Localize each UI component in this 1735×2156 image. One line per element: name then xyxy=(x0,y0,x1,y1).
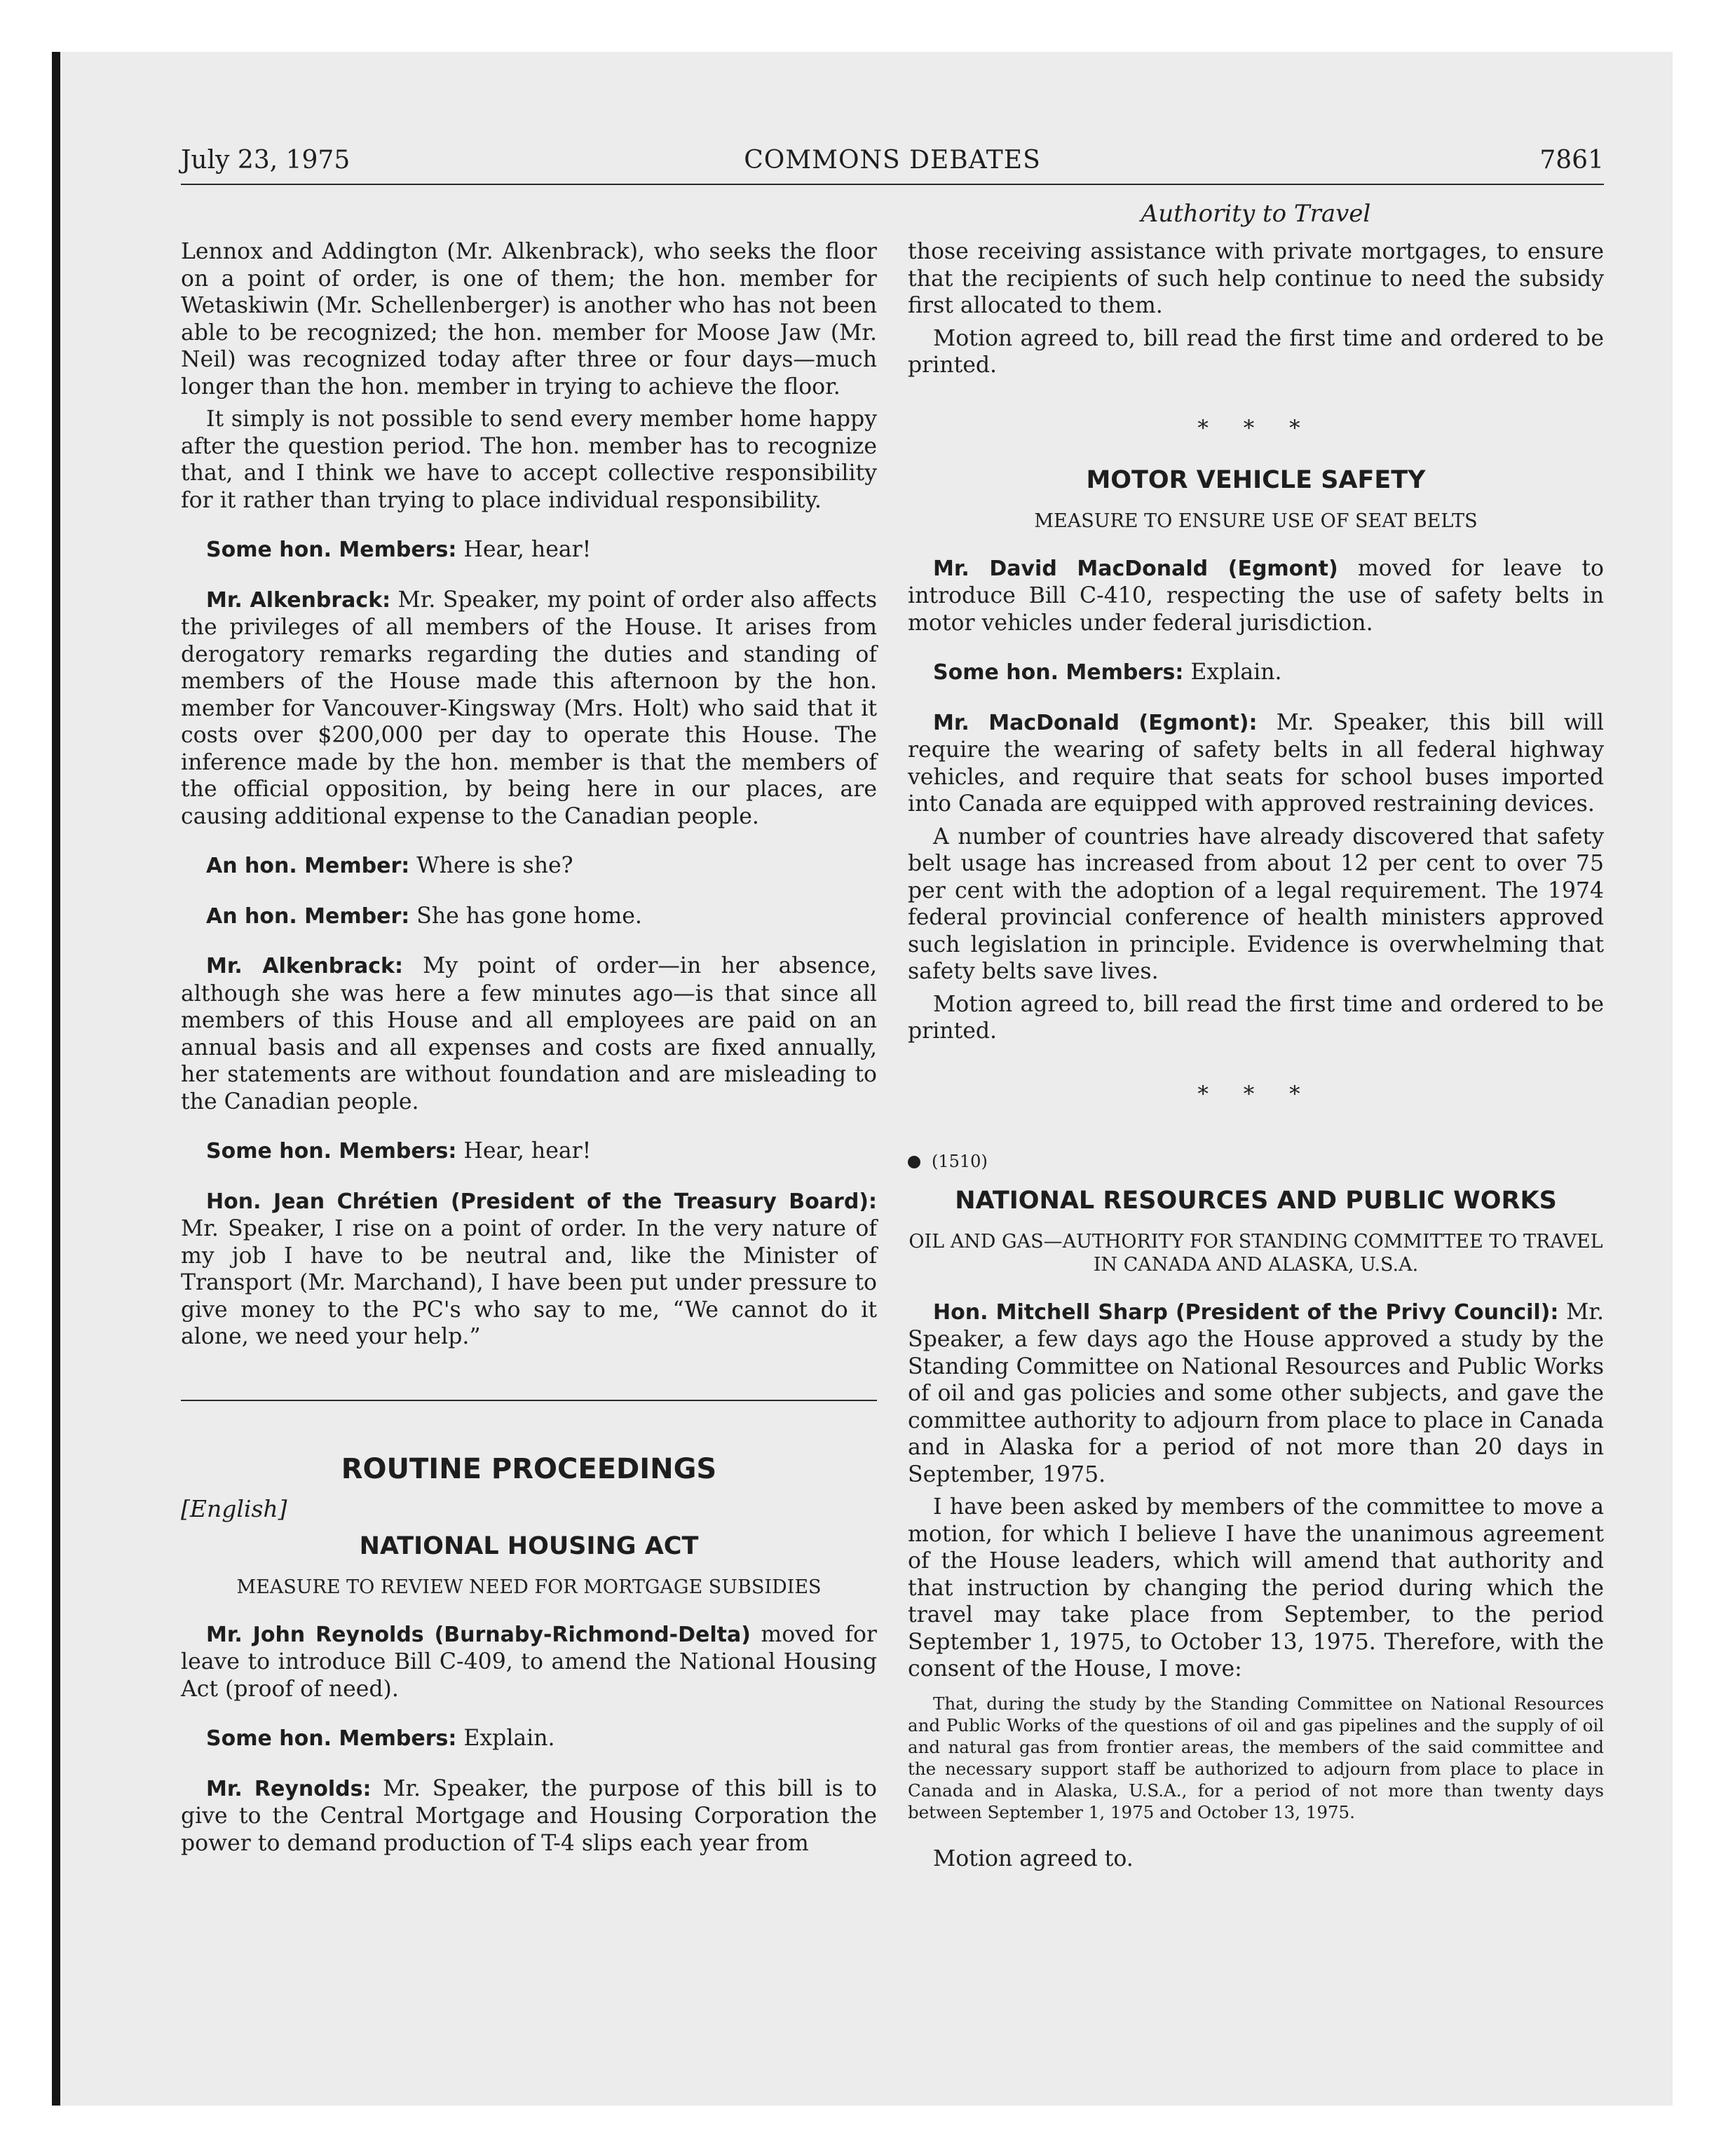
speech-paragraph xyxy=(908,709,1604,818)
paragraph-text: I have been asked by members of the committee to move a motion, for which I believe I have the unanimous agreement of the House leaders, which will amend that authority and that instruction by changing the period during which the travel may take place from September, to the period September 1, 1975, to October 13, 1975. Therefore, with the consent of the House, I move: xyxy=(908,1494,1604,1681)
speaker-name: Some hon. Members: xyxy=(206,1139,457,1164)
paragraph-text: My point of order—in her absence, although she was here a few minutes ago—is that since all members of this House and all employees are paid on an annual basis and all expenses and costs are fixed annually, her statements are without foundation and are misleading to the Canadian people. xyxy=(181,953,877,1114)
text-paragraph xyxy=(181,238,877,400)
page-header xyxy=(181,140,1604,185)
paragraph-text: Motion agreed to. xyxy=(933,1845,1134,1871)
language-marker: [English] xyxy=(181,1494,287,1522)
speaker-name: Mr. John Reynolds (Burnaby-Richmond-Delta) xyxy=(206,1622,751,1647)
speaker-name: Mr. David MacDonald (Egmont) xyxy=(933,556,1338,581)
speaker-name: Some hon. Members: xyxy=(933,660,1184,685)
section-heading: ROUTINE PROCEEDINGS xyxy=(341,1452,717,1485)
header-title: COMMONS DEBATES xyxy=(744,146,1041,175)
topic-heading: NATIONAL RESOURCES AND PUBLIC WORKS xyxy=(955,1186,1557,1215)
text-paragraph xyxy=(181,406,877,514)
paragraph-text: Mr. Speaker, this bill will require the wearing of safety belts in all federal highway vehicles, and require that seats for school buses imported into Canada are equipped with approved restraining devices. xyxy=(908,709,1604,817)
speech-paragraph xyxy=(181,852,877,880)
paragraph-text: Motion agreed to, bill read the first time and ordered to be printed. xyxy=(908,991,1604,1044)
speech-paragraph xyxy=(181,1188,877,1351)
motion-text: That, during the study by the Standing Committee on National Resources and Public Works of the questions of oil and gas pipelines and the supply of oil and natural gas from frontier areas, the members of the said committee and the necessary support staff be authorized to adjourn from place to place in Canada and in Alaska, U.S.A., for a period of not more than twenty days between September 1, 1975 and October 13, 1975. xyxy=(908,1693,1604,1822)
text-paragraph xyxy=(908,1845,1604,1873)
text-paragraph xyxy=(908,991,1604,1045)
paragraph-text: moved for leave to introduce Bill C-410, respecting the use of safety belts in motor vehicles under federal jurisdiction. xyxy=(908,555,1604,636)
scan-edge xyxy=(52,52,60,2106)
speech-paragraph xyxy=(181,1138,877,1166)
speech-paragraph xyxy=(908,659,1604,687)
text-paragraph xyxy=(908,325,1604,379)
topic-heading: MOTOR VEHICLE SAFETY xyxy=(1086,465,1426,494)
text-paragraph xyxy=(908,238,1604,320)
speech-paragraph xyxy=(181,953,877,1115)
paragraph-text: Mr. Speaker, my point of order also affects the privileges of all members of the House. It arises from derogatory remarks regarding the duties and standing of members of the House made this afternoon by the hon. member for Vancouver-Kingsway (Mrs. Holt) who said that it costs over $200,000 per day to operate this House. The inference made by the hon. member is that the members of the official opposition, by being here in our places, are causing additional expense to the Canadian people. xyxy=(181,587,877,829)
paragraph-text: Where is she? xyxy=(416,853,573,878)
paragraph-text: Explain. xyxy=(1190,660,1282,685)
right-column xyxy=(908,238,1604,1872)
paragraph-text: Lennox and Addington (Mr. Alkenbrack), who seeks the floor on a point of order, is one of them; the hon. member for Wetaskiwin (Mr. Schellenberger) is another who has not been able to be recognized; the hon. member for Moose Jaw (Mr. Neil) was recognized today after three or four days—much longer than the hon. member in trying to achieve the floor. xyxy=(181,239,877,400)
paragraph-text: She has gone home. xyxy=(416,903,642,929)
section-divider xyxy=(181,1400,877,1401)
speaker-name: Some hon. Members: xyxy=(206,538,457,562)
section-separator: * * * xyxy=(1197,1081,1314,1107)
paragraph-text: Hear, hear! xyxy=(463,537,592,562)
speech-paragraph xyxy=(181,587,877,831)
speaker-name: Hon. Jean Chrétien (President of the Treasury Board): xyxy=(206,1189,877,1214)
running-head: Authority to Travel xyxy=(1141,200,1371,228)
speech-paragraph xyxy=(181,536,877,564)
paragraph-text: Explain. xyxy=(463,1726,555,1751)
paragraph-text: Mr. Speaker, I rise on a point of order. In the very nature of my job I have to be neutral and, like the Minister of Transport (Mr. Marchand), I have been put under pressure to give money to the PC's who say to me, “We cannot do it alone, we need your help.” xyxy=(181,1216,877,1349)
paragraph-text: Mr. Speaker, the purpose of this bill is to give to the Central Mortgage and Housing Corporation the power to demand production of T-4 slips each year from xyxy=(181,1775,878,1856)
speaker-name: An hon. Member: xyxy=(206,903,410,929)
paragraph-text: It simply is not possible to send every member home happy after the question period. The hon. member has to recognize that, and I think we have to accept collective responsibility for it rather than trying to place individual responsibility. xyxy=(181,407,877,513)
topic-subheading: MEASURE TO ENSURE USE OF SEAT BELTS xyxy=(1034,510,1478,532)
speech-paragraph xyxy=(181,1621,877,1703)
time-code: (1510) xyxy=(932,1151,988,1171)
section-separator: * * * xyxy=(1197,415,1314,441)
paragraph-text: Mr. Speaker, a few days ago the House approved a study by the Standing Committee on National Resources and Public Works of oil and gas policies and some other subjects, and gave the committee authority to adjourn from place to place in Canada and in Alaska for a period of not more than 20 days in September, 1975. xyxy=(908,1299,1604,1487)
speaker-name: Mr. Alkenbrack: xyxy=(206,954,403,978)
speaker-name: Hon. Mitchell Sharp (President of the Privy Council): xyxy=(933,1299,1559,1325)
paragraph-text: moved for leave to introduce Bill C-409, to amend the National Housing Act (proof of need). xyxy=(181,1621,877,1702)
topic-heading: NATIONAL HOUSING ACT xyxy=(359,1531,699,1560)
text-paragraph xyxy=(908,824,1604,985)
speaker-name: Mr. Reynolds: xyxy=(206,1776,372,1801)
speech-paragraph xyxy=(181,1725,877,1753)
left-column xyxy=(181,238,877,1857)
speech-paragraph xyxy=(908,1299,1604,1489)
speech-paragraph xyxy=(181,903,877,931)
paragraph-text: those receiving assistance with private mortgages, to ensure that the recipients of such help continue to need the subsidy first allocated to them. xyxy=(908,239,1604,318)
header-date: July 23, 1975 xyxy=(181,146,351,175)
speaker-name: Mr. Alkenbrack: xyxy=(206,587,391,613)
topic-subheading: MEASURE TO REVIEW NEED FOR MORTGAGE SUBSIDIES xyxy=(236,1576,822,1598)
paragraph-text: Motion agreed to, bill read the first time and ordered to be printed. xyxy=(908,325,1604,378)
speech-paragraph xyxy=(908,555,1604,637)
page-number: 7861 xyxy=(1539,146,1604,175)
speaker-name: Mr. MacDonald (Egmont): xyxy=(933,710,1258,735)
paragraph-text: Hear, hear! xyxy=(463,1138,592,1164)
text-paragraph xyxy=(908,1494,1604,1683)
speaker-name: An hon. Member: xyxy=(206,854,410,878)
speech-paragraph xyxy=(181,1775,877,1857)
speaker-name: Some hon. Members: xyxy=(206,1726,457,1751)
topic-subheading: OIL AND GAS—AUTHORITY FOR STANDING COMMITTEE TO TRAVEL IN CANADA AND ALASKA, U.S.A. xyxy=(909,1230,1603,1276)
bullet-icon xyxy=(908,1156,920,1168)
paragraph-text: A number of countries have already discovered that safety belt usage has increased from about 12 per cent to over 75 per cent with the adoption of a legal requirement. The 1974 federal provincial conference of health ministers approved such legislation in principle. Evidence is overwhelming that safety belts save lives. xyxy=(908,824,1604,984)
time-marker xyxy=(908,1152,1604,1171)
